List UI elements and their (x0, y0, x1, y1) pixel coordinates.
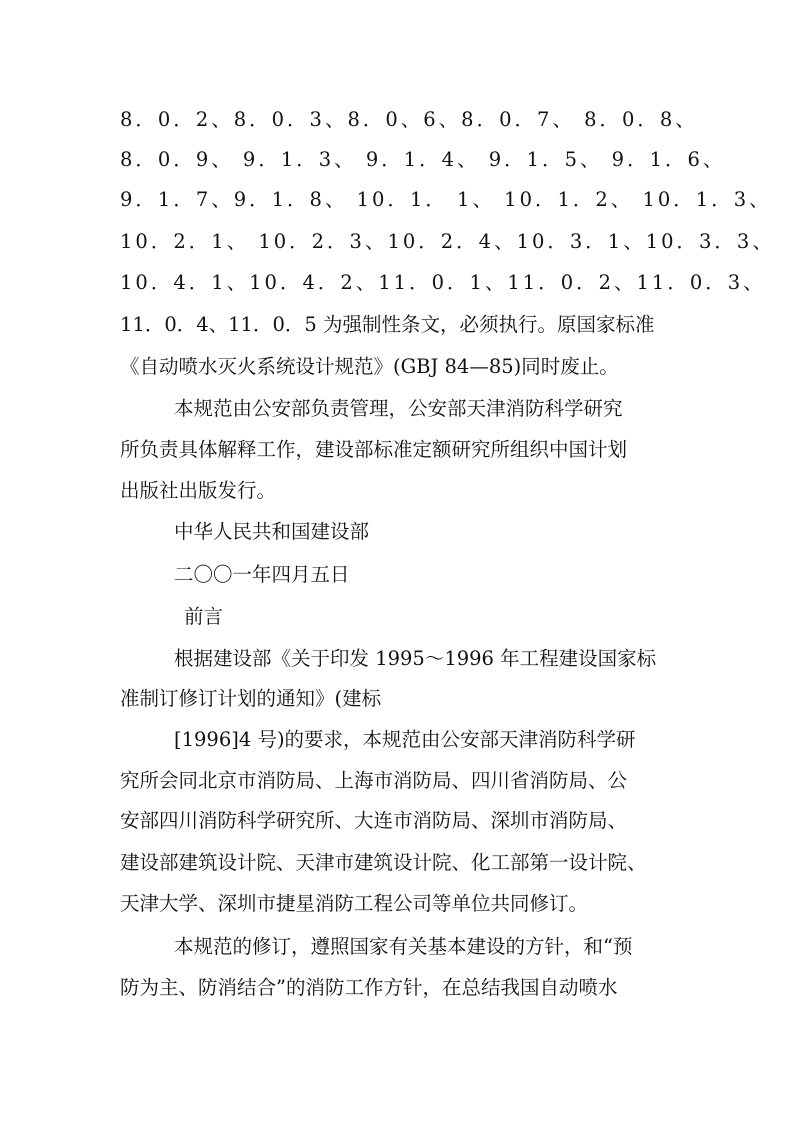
text-line-4: 10．2．1、 10．2．3、10．2．4、10．3．1、10．3．3、 (120, 230, 775, 253)
text-line-3: 9．1．7、9．1．8、 10．1． 1、 10．1．2、 10．1．3、 (120, 188, 772, 211)
foreword-line-2: 准制订修订计划的通知》(建标 (120, 687, 382, 710)
foreword-line-4: 究所会同北京市消防局、上海市消防局、四川省消防局、公 (120, 769, 628, 792)
issuer-name: 中华人民共和国建设部 (174, 520, 370, 543)
issue-date: 二〇〇一年四月五日 (174, 563, 350, 586)
text-line-1: 8．0．2、8．0．3、8．0、6、8．0．7、 8．0．8、 (120, 108, 698, 131)
text-line-7: 《自动喷水灭火系统设计规范》(GBJ 84—85)同时废止。 (120, 355, 619, 378)
section-heading-foreword: 前言 (184, 605, 224, 628)
revision-line-2: 防为主、防消结合”的消防工作方针，在总结我国自动喷水 (120, 976, 618, 999)
foreword-line-1: 根据建设部《关于印发 1995～1996 年工程建设国家标 (174, 647, 657, 670)
text-line-6: 11．0．4、11．0．5 为强制性条文，必须执行。原国家标准 (120, 313, 655, 336)
revision-line-1: 本规范的修订，遵照国家有关基本建设的方针，和“预 (174, 935, 633, 958)
foreword-line-7: 天津大学、深圳市捷星消防工程公司等单位共同修订。 (120, 892, 589, 915)
foreword-line-6: 建设部建筑设计院、天津市建筑设计院、化工部第一设计院、 (120, 851, 647, 874)
text-line-2: 8．0．9、 9．1．3、 9．1．4、 9．1．5、 9．1．6、 (120, 148, 726, 171)
foreword-line-5: 安部四川消防科学研究所、大连市消防局、深圳市消防局、 (120, 809, 628, 832)
paragraph-management-line-1: 本规范由公安部负责管理，公安部天津消防科学研究 (174, 397, 623, 420)
paragraph-management-line-3: 出版社出版发行。 (120, 479, 277, 502)
foreword-line-3: [1996]4 号)的要求，本规范由公安部天津消防科学研 (174, 728, 636, 751)
paragraph-management-line-2: 所负责具体解释工作，建设部标准定额研究所组织中国计划 (120, 438, 628, 461)
text-line-5: 10．4．1、10．4．2、11．0．1、11．0．2、11．0．3、 (120, 271, 766, 294)
